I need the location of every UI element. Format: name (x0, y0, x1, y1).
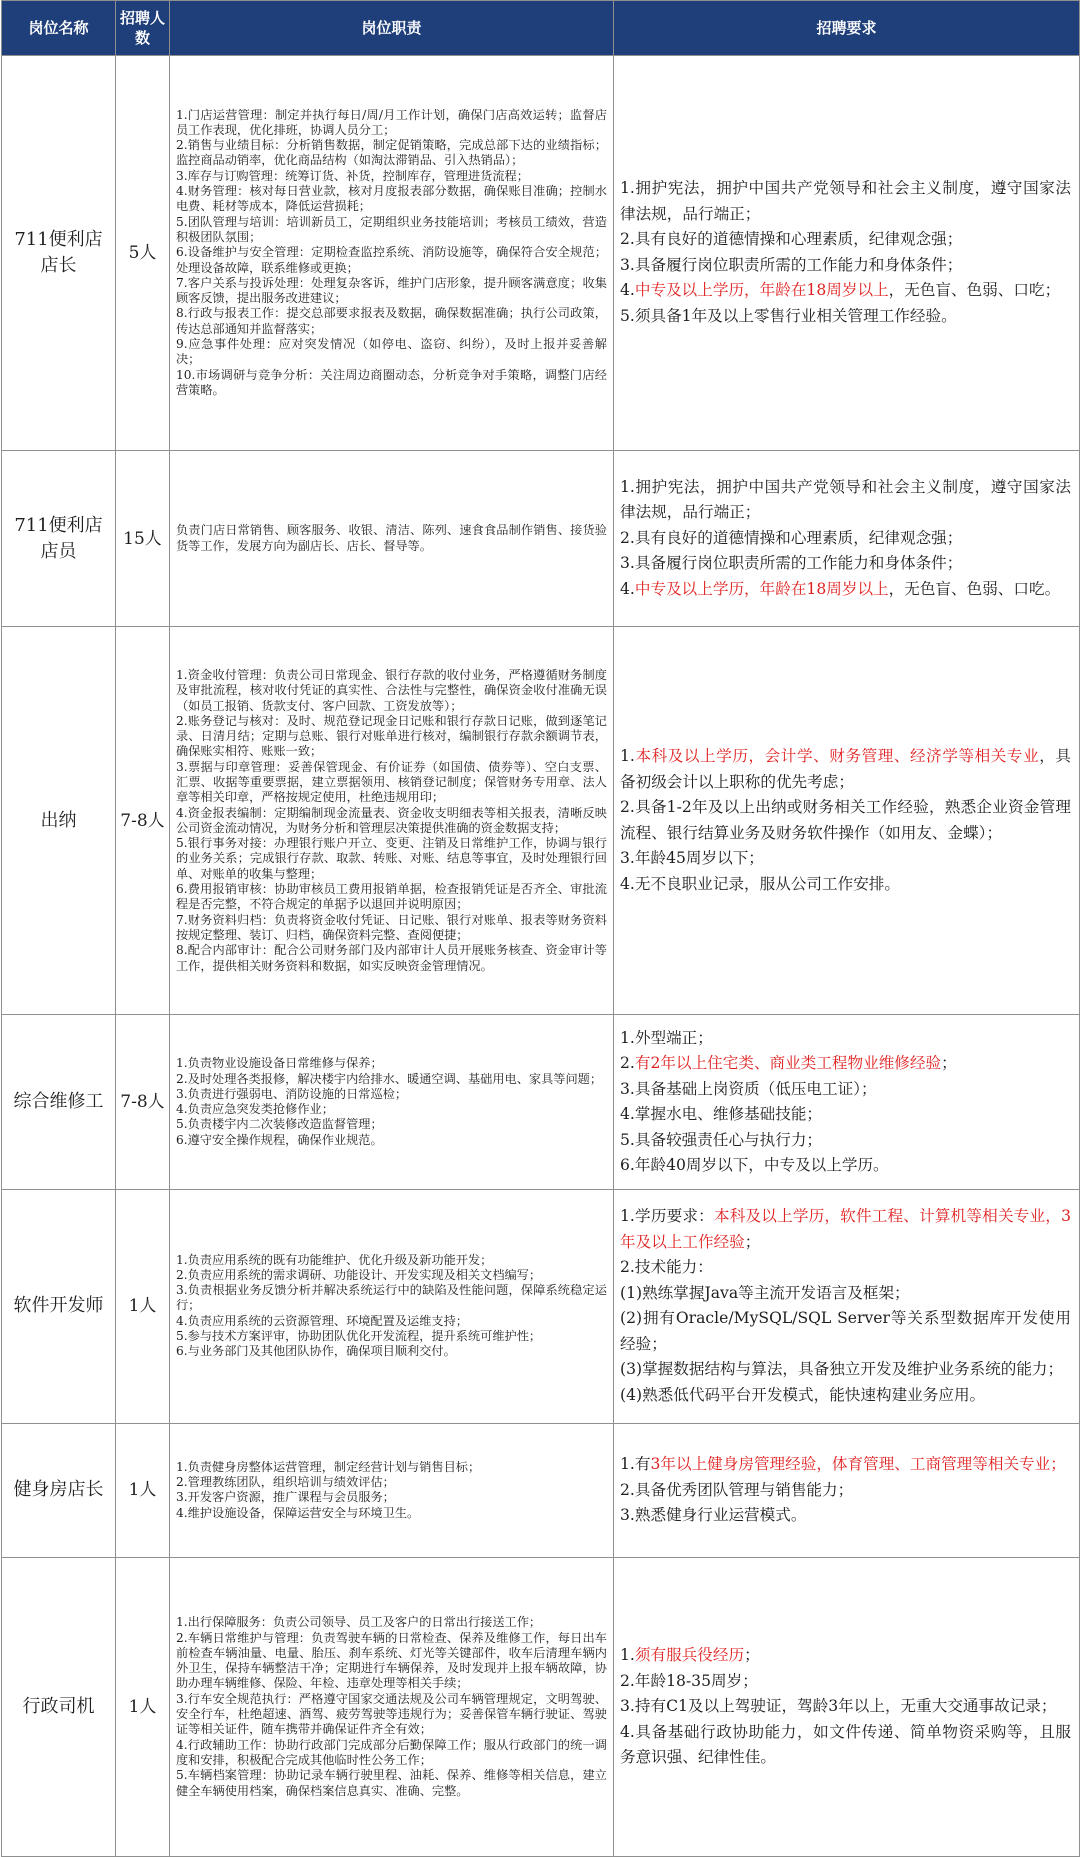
requirements-cell (614, 56, 1080, 451)
requirement-text: 1.拥护宪法，拥护中国共产党领导和社会主义制度，遵守国家法律法规，品行端正； (620, 477, 1071, 522)
requirement-item (620, 526, 1071, 552)
requirements-cell (614, 627, 1080, 1015)
requirement-text: 3.年龄45周岁以下； (620, 849, 764, 868)
duties-cell (170, 450, 614, 626)
requirement-item (620, 846, 1071, 872)
requirement-text: 4.具备基础行政协助能力，如文件传递、简单物资采购等，且服务意识强、纪律性佳。 (620, 1722, 1071, 1767)
duty-item: 4.维护设施设备，保障运营安全与环境卫生。 (176, 1505, 420, 1520)
duty-item: 4.负责应急突发类抢修作业； (176, 1102, 334, 1117)
requirement-text: 1.学历要求： (620, 1207, 714, 1226)
highlighted-requirement-text: 3年以上健身房管理经验，体育管理、工商管理等相关专业； (650, 1455, 1066, 1474)
requirement-text: 2. (620, 1054, 635, 1073)
table-row (2, 1189, 1080, 1423)
duties-cell (170, 1189, 614, 1423)
header-position-name: 岗位名称 (2, 1, 116, 56)
requirement-item (620, 1026, 1071, 1052)
duty-item: 8.配合内部审计：配合公司财务部门及内部审计人员开展账务核查、资金审计等工作，提供相关财务资料和数据，如实反映资金管理情况。 (176, 943, 607, 973)
duty-item: 5.银行事务对接：办理银行账户开立、变更、注销及日常维护工作，协调与银行的业务关系；完成银行存款、取款、转账、对账、结息等事宜，及时处理银行回单、对账单的收集与整理； (176, 836, 607, 881)
requirement-text: 2.年龄18-35周岁； (620, 1671, 758, 1690)
recruitment-table (1, 0, 1080, 1857)
headcount: 5人 (116, 56, 170, 451)
requirement-text: 3.具备履行岗位职责所需的工作能力和身体条件； (620, 554, 963, 573)
requirement-item (620, 551, 1071, 577)
requirement-item (620, 1077, 1071, 1103)
requirement-text: (3)掌握数据结构与算法，具备独立开发及维护业务系统的能力； (620, 1360, 1064, 1379)
position-name: 711便利店店员 (2, 450, 116, 626)
requirement-item (620, 795, 1071, 846)
requirement-item (620, 253, 1071, 279)
requirement-text: ，无色盲、色弱、口吃； (888, 281, 1061, 300)
position-name: 行政司机 (2, 1558, 116, 1857)
duty-item: 3.库存与订购管理：统筹订货、补货，控制库存，管理进货流程； (176, 168, 529, 183)
requirement-text: 1.拥护宪法，拥护中国共产党领导和社会主义制度，遵守国家法律法规，品行端正； (620, 179, 1071, 223)
requirement-text: 2.具备1-2年及以上出纳或财务相关工作经验，熟悉企业资金管理流程、银行结算业务及财务软件操作（如用友、金蝶）； (620, 798, 1071, 842)
duties-cell (170, 56, 614, 451)
duty-item: 4.负责应用系统的云资源管理、环境配置及运维支持； (176, 1313, 468, 1328)
duty-item: 5.车辆档案管理：协助记录车辆行驶里程、油耗、保养、维修等相关信息，建立健全车辆使用档案，确保档案信息真实、准确、完整。 (176, 1768, 607, 1798)
highlighted-requirement-text: 中专及以上学历，年龄在18周岁以上 (634, 579, 889, 598)
duty-item: 1.资金收付管理：负责公司日常现金、银行存款的收付业务，严格遵循财务制度及审批流程，核对收付凭证的真实性、合法性与完整性，确保资金收付准确无误（如员工报销、货款支付、客户回款、工资发放等）； (176, 667, 607, 713)
requirement-text: 3.熟悉健身行业运营模式。 (620, 1506, 807, 1525)
position-name: 综合维修工 (2, 1015, 116, 1189)
requirements-cell (614, 1015, 1080, 1189)
duty-item: 1.负责应用系统的既有功能维护、优化升级及新功能开发； (176, 1252, 493, 1267)
duty-item: 2.销售与业绩目标：分析销售数据，制定促销策略，完成总部下达的业绩指标；监控商品动销率，优化商品结构（如淘汰滞销品、引入热销品）； (176, 138, 607, 168)
requirement-text: 6.年龄40周岁以下，中专及以上学历。 (620, 1156, 889, 1175)
table-body (2, 56, 1080, 1857)
requirements-cell (614, 1423, 1080, 1558)
requirement-item (620, 1051, 1071, 1077)
requirement-text: ； (744, 1646, 760, 1665)
requirement-item (620, 1383, 1071, 1409)
requirement-item (620, 1102, 1071, 1128)
requirement-text: (2)拥有Oracle/MySQL/SQL Server等关系型数据库开发使用经验； (620, 1309, 1071, 1353)
requirement-text: 3.具备基础上岗资质（低压电工证）； (620, 1079, 877, 1098)
requirement-item (620, 278, 1071, 304)
requirement-text: (4)熟悉低代码平台开发模式，能快速构建业务应用。 (620, 1385, 986, 1404)
position-name: 出纳 (2, 627, 116, 1015)
requirement-text: 4. (620, 281, 635, 300)
highlighted-requirement-text: 有2年以上住宅类、商业类工程物业维修经验 (634, 1054, 942, 1073)
duty-item: 3.负责根据业务反馈分析并解决系统运行中的缺陷及性能问题，保障系统稳定运行； (176, 1283, 607, 1313)
requirement-item (620, 1357, 1071, 1383)
duty-item: 6.设备维护与安全管理：定期检查监控系统、消防设施等，确保符合安全规范；处理设备故障，联系维修或更换； (176, 245, 607, 275)
duty-item: 7.财务资料归档：负责将资金收付凭证、日记账、银行对账单、报表等财务资料按规定整理、装订、归档，确保资料完整、查阅便捷； (176, 912, 607, 942)
duty-item: 3.票据与印章管理：妥善保管现金、有价证券（如国债、债券等）、空白支票、汇票、收据等重要票据，建立票据领用、核销登记制度；保管财务专用章、法人章等相关印章，严格按规定使用，杜绝违规用印； (176, 759, 607, 805)
requirement-text: ； (941, 1054, 957, 1073)
requirement-text: 1. (620, 747, 635, 766)
table-row (2, 627, 1080, 1015)
duty-item: 5.负责楼宇内二次装修改造监督管理； (176, 1117, 383, 1132)
requirements-cell (614, 1558, 1080, 1857)
requirement-item (620, 1281, 1071, 1307)
duty-item: 负责门店日常销售、顾客服务、收银、清洁、陈列、速食食品制作销售、接货验货等工作，发展方向为副店长、店长、督导等。 (176, 523, 607, 553)
duties-cell (170, 627, 614, 1015)
duty-item: 1.负责物业设施设备日常维修与保养； (176, 1056, 383, 1071)
requirement-item (620, 1255, 1071, 1281)
duty-item: 2.车辆日常维护与管理：负责驾驶车辆的日常检查、保养及维修工作，每日出车前检查车辆油量、电量、胎压、刹车系统、灯光等关键部件，收车后清理车辆内外卫生，保持车辆整洁干净；定期进行车辆保养，及时发现并上报车辆故障，协助办理车辆维修、保险、年检、违章处理等相关手续； (176, 1630, 607, 1691)
position-name: 软件开发师 (2, 1189, 116, 1423)
requirement-item (620, 1720, 1071, 1771)
duty-item: 1.出行保障服务：负责公司领导、员工及客户的日常出行接送工作； (176, 1615, 542, 1630)
requirement-text: 1.有 (620, 1455, 651, 1474)
position-name: 健身房店长 (2, 1423, 116, 1558)
position-name: 711便利店店长 (2, 56, 116, 451)
highlighted-requirement-text: 本科及以上学历，会计学、财务管理、经济学等相关专业 (634, 747, 1040, 766)
requirement-text: 5.具备较强责任心与执行力； (620, 1130, 823, 1149)
requirement-item (620, 227, 1071, 253)
duty-item: 1.门店运营管理：制定并执行每日/周/月工作计划，确保门店高效运转；监督店员工作表现，优化排班，协调人员分工； (176, 107, 607, 137)
requirement-text: 1. (620, 1646, 635, 1665)
duties-cell (170, 1558, 614, 1857)
requirement-text: 1.外型端正； (620, 1028, 713, 1047)
duty-item: 3.开发客户资源，推广课程与会员服务； (176, 1490, 395, 1505)
duty-item: 4.财务管理：核对每日营业款，核对月度报表部分数据，确保账目准确；控制水电费、耗材等成本，降低运营损耗； (176, 184, 607, 214)
headcount: 1人 (116, 1423, 170, 1558)
duty-item: 2.负责应用系统的需求调研、功能设计、开发实现及相关文档编写； (176, 1267, 542, 1282)
headcount: 1人 (116, 1189, 170, 1423)
requirement-item (620, 1478, 1071, 1504)
duty-item: 6.与业务部门及其他团队协作，确保项目顺利交付。 (176, 1344, 456, 1359)
duty-item: 3.负责进行强弱电、消防设施的日常巡检； (176, 1086, 408, 1101)
table-row (2, 1423, 1080, 1558)
table-header-row (2, 1, 1080, 56)
requirement-text: 4. (620, 579, 635, 598)
requirement-text: 2.技术能力： (620, 1258, 713, 1277)
requirement-item (620, 1643, 1071, 1669)
duty-item: 10.市场调研与竞争分析：关注周边商圈动态，分析竞争对手策略，调整门店经营策略。 (176, 367, 607, 397)
duty-item: 4.行政辅助工作：协助行政部门完成部分后勤保障工作；服从行政部门的统一调度和安排，积极配合完成其他临时性公务工作； (176, 1737, 607, 1767)
requirement-item (620, 1128, 1071, 1154)
requirement-item (620, 1503, 1071, 1529)
requirement-item (620, 1153, 1071, 1179)
highlighted-requirement-text: 中专及以上学历，年龄在18周岁以上 (634, 281, 889, 300)
duty-item: 4.资金报表编制：定期编制现金流量表、资金收支明细表等相关报表，清晰反映公司资金流动情况，为财务分析和管理层决策提供准确的资金数据支持； (176, 805, 607, 835)
requirement-text: 4.掌握水电、维修基础技能； (620, 1105, 823, 1124)
duties-cell (170, 1015, 614, 1189)
requirement-text: 3.具备履行岗位职责所需的工作能力和身体条件； (620, 255, 963, 274)
requirement-text: 5.须具备1年及以上零售行业相关管理工作经验。 (620, 306, 957, 325)
requirement-text: ，无色盲、色弱、口吃。 (888, 579, 1061, 598)
requirement-text: 3.持有C1及以上驾驶证，驾龄3年以上，无重大交通事故记录； (620, 1697, 1057, 1716)
requirement-item (620, 1204, 1071, 1255)
requirements-cell (614, 450, 1080, 626)
duty-item: 3.行车安全规范执行：严格遵守国家交通法规及公司车辆管理规定，文明驾驶、安全行车，杜绝超速、酒驾、疲劳驾驶等违规行为；妥善保管车辆行驶证、驾驶证等相关证件，随车携带并确保证件齐全有效； (176, 1691, 607, 1737)
table-row (2, 1558, 1080, 1857)
table-row (2, 1015, 1080, 1189)
requirement-text: ； (744, 1232, 761, 1251)
duties-cell (170, 1423, 614, 1558)
requirement-item (620, 304, 1071, 330)
highlighted-requirement-text: 须有服兵役经历 (634, 1646, 745, 1665)
headcount: 7-8人 (116, 627, 170, 1015)
requirement-item (620, 577, 1071, 603)
requirement-item (620, 1694, 1071, 1720)
requirement-text: 2.具有良好的道德情操和心理素质，纪律观念强； (620, 230, 963, 249)
duty-item: 9.应急事件处理：应对突发情况（如停电、盗窃、纠纷），及时上报并妥善解决； (176, 337, 607, 367)
requirement-item (620, 1306, 1071, 1357)
requirement-text: (1)熟练掌握Java等主流开发语言及框架； (620, 1283, 910, 1302)
duty-item: 2.管理教练团队，组织培训与绩效评估； (176, 1475, 395, 1489)
requirement-item (620, 744, 1071, 795)
table-row (2, 450, 1080, 626)
duty-item: 2.账务登记与核对：及时、规范登记现金日记账和银行存款日记账，做到逐笔记录、日清月结；定期与总账、银行对账单进行核对，编制银行存款余额调节表，确保账实相符、账账一致； (176, 713, 607, 759)
headcount: 15人 (116, 450, 170, 626)
header-headcount: 招聘人数 (116, 1, 170, 56)
requirement-item (620, 1669, 1071, 1695)
requirement-text: 4.无不良职业记录，服从公司工作安排。 (620, 874, 900, 893)
duty-item: 6.遵守安全操作规程，确保作业规范。 (176, 1132, 383, 1147)
requirement-item (620, 176, 1071, 227)
requirements-cell (614, 1189, 1080, 1423)
duty-item: 5.参与技术方案评审，协助团队优化开发流程，提升系统可维护性； (176, 1329, 542, 1344)
requirement-text: 2.具有良好的道德情操和心理素质，纪律观念强； (620, 528, 963, 547)
duty-item: 7.客户关系与投诉处理：处理复杂客诉，维护门店形象，提升顾客满意度；收集顾客反馈，提出服务改进建议； (176, 275, 607, 306)
headcount: 1人 (116, 1558, 170, 1857)
header-requirements: 招聘要求 (614, 1, 1080, 56)
table-row (2, 56, 1080, 451)
duty-item: 6.费用报销审核：协助审核员工费用报销单据，检查报销凭证是否齐全、审批流程是否完整，不符合规定的单据予以退回并说明原因； (176, 882, 607, 912)
requirement-item (620, 475, 1071, 526)
requirement-item (620, 872, 1071, 898)
duty-item: 1.负责健身房整体运营管理，制定经营计划与销售目标； (176, 1459, 481, 1474)
duty-item: 5.团队管理与培训：培训新员工，定期组织业务技能培训；考核员工绩效，营造积极团队氛围； (176, 214, 607, 244)
duty-item: 2.及时处理各类报修，解决楼宇内给排水、暖通空调、基础用电、家具等问题； (176, 1071, 603, 1086)
requirement-item (620, 1452, 1071, 1478)
highlighted-requirement-text: 本科及以上学历，软件工程、计算机等相关专业，3年及以上工作经验 (620, 1207, 1071, 1251)
duty-item: 8.行政与报表工作：提交总部要求报表及数据，确保数据准确；执行公司政策，传达总部通知并监督落实； (176, 306, 607, 336)
header-duties: 岗位职责 (170, 1, 614, 56)
headcount: 7-8人 (116, 1015, 170, 1189)
requirement-text: ，具备初级会计以上职称的优先考虑； (620, 747, 1071, 791)
requirement-text: 2.具备优秀团队管理与销售能力； (620, 1480, 854, 1499)
